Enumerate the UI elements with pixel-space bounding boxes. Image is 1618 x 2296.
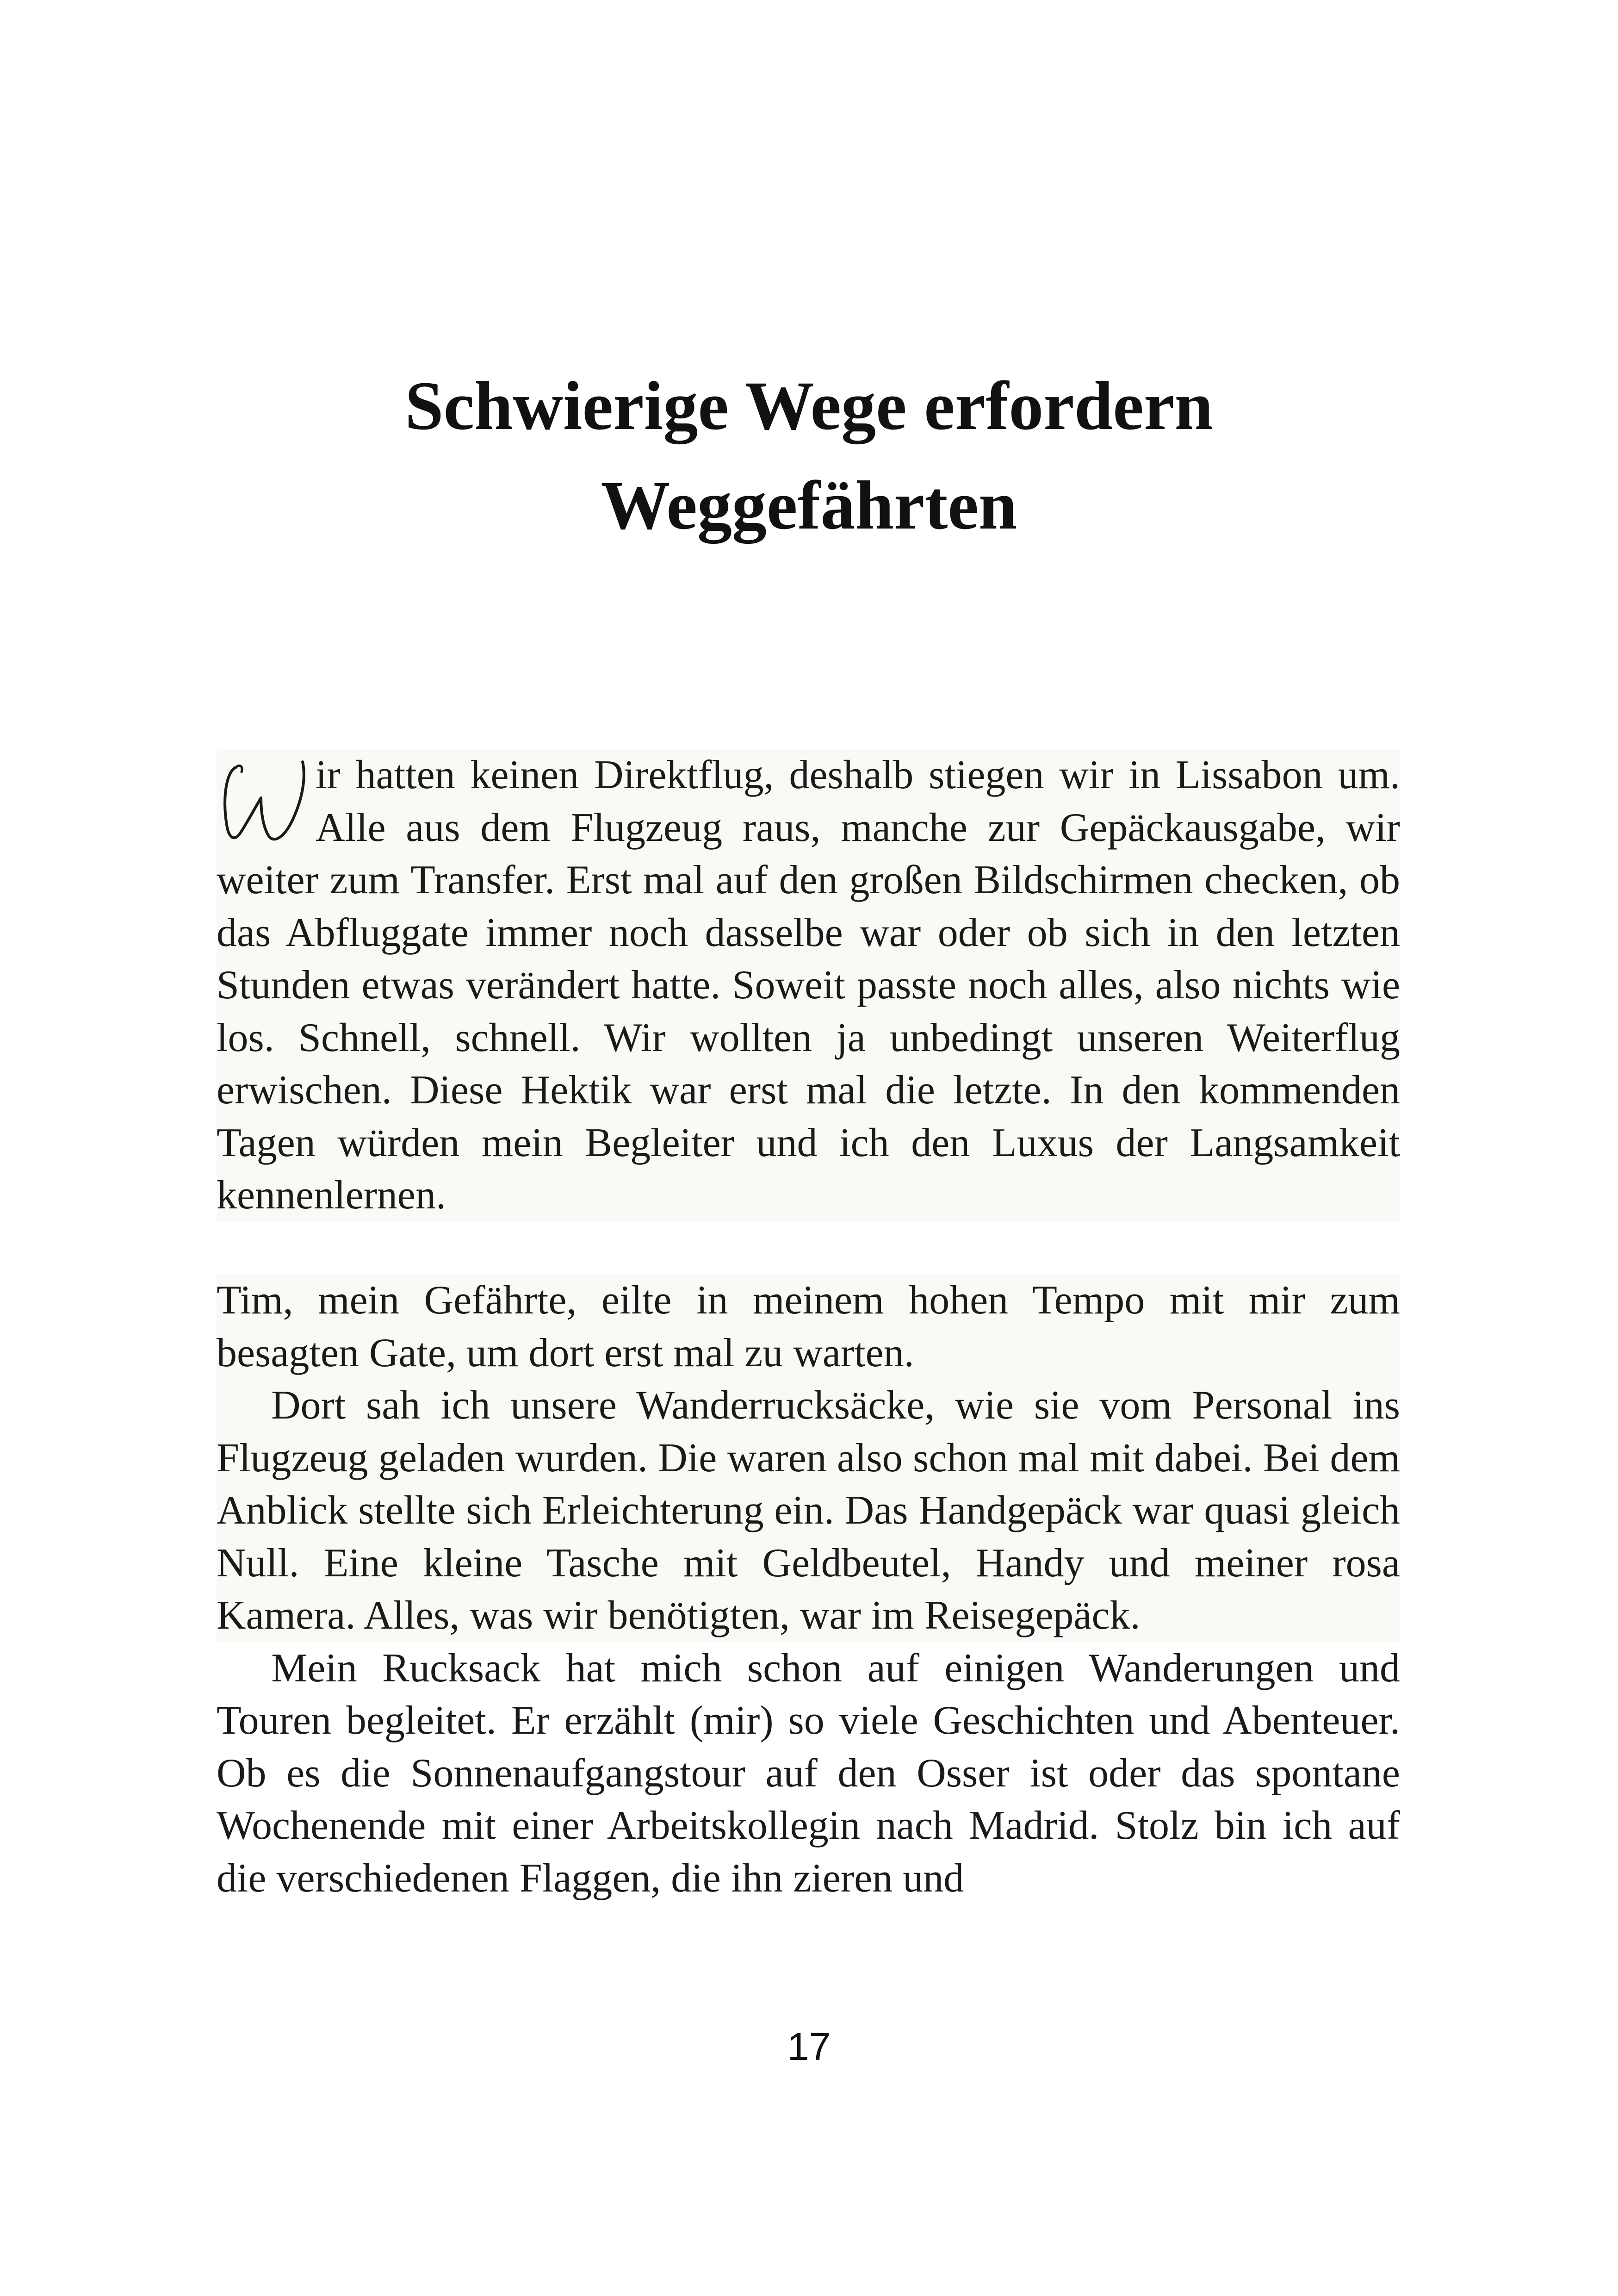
- paragraph-4: Mein Rucksack hat mich schon auf einigen Wanderungen und Touren begleitet. Er erzählt (mir) so viele Geschichten und Abenteuer. Ob es die Sonnenaufgangstour auf den Osser ist oder das spontane Wochenende mit einer Arbeitskollegin nach Madrid. Stolz bin ich auf die verschiedenen Flaggen, die ihn zieren und: [217, 1645, 1400, 1901]
- shaded-block-2: [217, 1274, 1400, 1642]
- paragraph-2: Tim, mein Gefährte, eilte in meinem hohen Tempo mit mir zum besagten Gate, um dort erst mal zu warten.: [217, 1278, 1400, 1375]
- page-number: 17: [787, 2025, 831, 2068]
- chapter-title-line-1: Schwierige Wege erfordern: [405, 367, 1213, 444]
- drop-cap: [217, 755, 313, 848]
- paragraph-1: [217, 749, 1400, 1222]
- paragraph-3: Dort sah ich unsere Wanderrucksäcke, wie sie vom Personal ins Flugzeug geladen wurden. Die waren also schon mal mit dabei. Bei dem Anblick stellte sich Erleichterung ein. Das Handgepäck war quasi gleich Null. Eine kleine Tasche mit Geldbeutel, Handy und meiner rosa Kamera. Alles, was wir benötigten, war im Reisegepäck.: [217, 1383, 1400, 1638]
- chapter-title: [0, 356, 1618, 555]
- paragraph-1-text: ir hatten keinen Direktflug, deshalb stiegen wir in Lissabon um. Alle aus dem Flugzeug raus, manche zur Gepäckausgabe, wir weiter zum Transfer. Erst mal auf den großen Bildschirmen checken, ob das Abfluggate immer noch dasselbe war oder ob sich in den letzten Stunden etwas verändert hatte. Soweit passte noch alles, also nichts wie los. Schnell, schnell. Wir wollten ja unbedingt unseren Weiterflug erwischen. Diese Hektik war erst mal die letzte. In den kommenden Tagen würden mein Begleiter und ich den Luxus der Langsamkeit kennenlernen.: [217, 753, 1400, 1218]
- drop-cap-w-icon: [217, 755, 313, 848]
- chapter-body: [217, 749, 1400, 1904]
- chapter-title-line-2: Weggefährten: [601, 467, 1017, 544]
- shaded-block-1: [217, 749, 1400, 1222]
- paragraph-gap: [217, 1222, 1400, 1275]
